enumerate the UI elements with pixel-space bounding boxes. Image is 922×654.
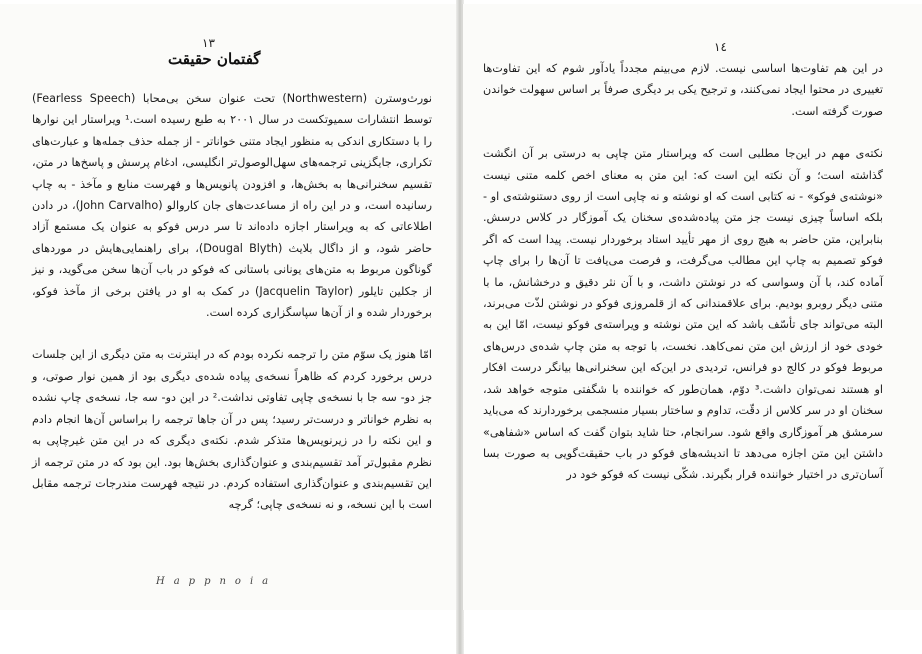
page-number: ١٤ <box>714 40 727 54</box>
right-page-body <box>483 58 883 486</box>
left-page <box>0 4 458 610</box>
running-head: گفتمان حقیقت <box>168 50 261 68</box>
page-number: ١٣ <box>202 36 215 50</box>
paragraph: امّا هنوز یک سوّم متن را ترجمه نکرده بودم که در اینترنت به متن دیگری از این جلسات درس برخورد کردم که ظاهراً نسخه‌ی پیاده شده‌ی دیگری بود از همین نوار صوتی، و جز دو- سه جا با نسخه‌ی چاپی تفاوتی نداشت.² در این دو- سه جا، نسخه‌ی چاپ نشده به نظرم خوانا‌تر و درست‌تر رسید؛ پس در آن جاها ترجمه را براساس آن‌ها انجام دادم و این نکته را در زیرنویس‌ها متذکر شدم. نکته‌ی دیگری که در این متن غیرچاپی به نظرم مقبول‌تر آمد تقسیم‌بندی و عنوان‌گذاری بخش‌ها بود. این بود که در متن ترجمه از این تقسیم‌بندی و عنوان‌گذاری استفاده کردم. در نتیجه فهرست مندرجات ترجمه مقابل است با این نسخه، و نه نسخه‌ی چاپی؛ گرچه <box>32 348 433 512</box>
footer-brand-mark: Happnoia <box>156 576 278 587</box>
paragraph: در این هم تفاوت‌ها اساسی نیست. لازم می‌بینم مجدداً یادآور شوم که این تفاوت‌ها تغییری در محتوا ایجاد نمی‌کنند، و ترجیح یکی بر دیگری صرفاً بر اساس سهولت خواندن صورت گرفته است. <box>483 62 883 118</box>
paragraph: نورث‌وسترن (Northwestern) تحت عنوان سخن بی‌محابا (Fearless Speech) توسط انتشارات سمیوتکست در سال ۲۰۰۱ به طبع رسیده است.¹ ویراستار این نوارها را با دستکاری اندکی به منظور ایجاد متنی خوانا‌تر - از جمله حذف جمله‌ها و عبارت‌های تکراری، جایگزینی ترجمه‌های سهل‌الوصول‌تر انگلیسی، ادغام پرسش و پاسخ‌ها در متن، تقسیم سخنرانی‌ها به بخش‌ها، و افزودن پانویس‌ها و فهرست منابع و مآخذ - به چاپ رسانیده است، و در این راه از مساعدت‌های جان کاروالو (John Carvalho)، در دادن اطلاعاتی که به ویراستار اجازه داده‌اند تا سر درس فوکو به عنوان یک مستمع آزاد حاضر شود، و از داگال بلایث (Dougal Blyth)، برای راهنمایی‌هایش در موردهای گوناگون مربوط به متن‌های یونانی باستانی که فوکو در باب آن‌ها سخن می‌گوید، و نیز از جکلین تایلور (Jacquelin Taylor) در کمک به او در یافتن برخی از مآخذ فوکو، برخوردار شده و از آن‌ها سپاسگزاری کرده است. <box>32 92 433 320</box>
left-page-body <box>32 88 432 516</box>
paragraph: نکته‌ی مهم در این‌جا مطلبی است که ویراستار متن چاپی به درستی بر آن انگشت گذاشته است؛ و آن نکته این است که: این متن به معنای اخص کلمه متنی نیست «نوشته‌ی فوکو» - نه کتابی است که او نوشته و نه چاپی است از روی دستنوشته‌ی او - بلکه اساساً چیزی نیست جز متن پیاده‌شده‌ی سخنان یک آموزگار در کلاس درسش. بنابراین، متن حاضر به هیچ روی از مهر تأیید استاد برخوردار نیست. پیدا است که اگر فوکو تصمیم به چاپ این مطالب می‌گرفت، و فرصت می‌یافت تا آن‌ها را برای چاپ آماده کند، با آن وسواسی که در نوشتن داشت، و با آن نثر دقیق و درخشانش، ما با متنی دیگر روبرو بودیم. برای علاقمندانی که از قلمروزی فوکو در نوشتن لذّت می‌برند، البته می‌تواند جای تأسّف باشد که این متن نوشته و ویراسته‌ی فوکو نیست، امّا این به خودی خود از ارزش این متن نمی‌کاهد. نخست، با توجه به متن چاپ شده‌ی درس‌های مربوط فوکو در کالج دو فرانس، تردیدی در این‌که این سخنرانی‌ها بیانگر درست افکار او هستند نمی‌توان داشت.³ دوّم، همان‌طور که خواننده با شگفتی متوجه خواهد شد، سخنان او در سر کلاس از دقّت، تداوم و ساختار بسیار منسجمی برخوردارند که می‌باید سرمشق هر آموزگاری واقع شود. سرانجام، حتا شاید بتوان گفت که اساس «شفاهی» داشتن این متن اجازه می‌دهد تا اندیشه‌های فوکو در باب حقیقت‌گویی به صورت بسا آسان‌تری در اختیار خواننده قرار بگیرند. شکّی نیست که فوکو خود در <box>483 147 883 482</box>
right-page <box>462 4 922 610</box>
